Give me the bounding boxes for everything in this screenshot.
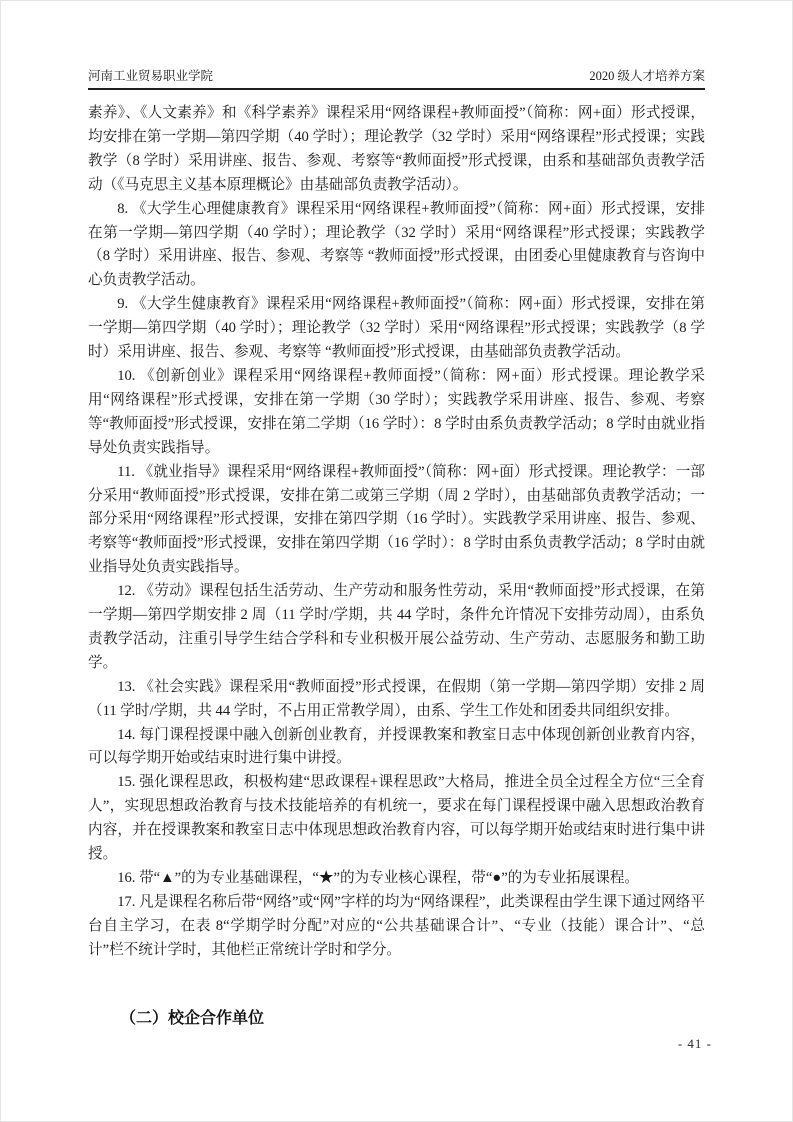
- body-paragraph: 15. 强化课程思政，积极构建“思政课程+课程思政”大格局，推进全员全过程全方位“三全育人”，实现思想政治教育与技术技能培养的有机统一，要求在每门课程授课中融入思想政治教育内容，并在授课教案和教室日志中体现思想政治教育内容，可以每学期开始或结束时进行集中讲授。: [88, 774, 705, 863]
- document-body: [88, 102, 705, 1031]
- section-heading: （二）校企合作单位: [120, 1009, 265, 1027]
- body-paragraph: 素养》、《人文素养》和《科学素养》课程采用“网络课程+教师面授”（简称：网+面）形式授课，均安排在第一学期—第四学期（40 学时）；理论教学（32 学时）采用“网络课程”形式授课；实践教学（8 学时）采用讲座、报告、参观、考察等“教师面授”形式授课，由系和基础部负责教学活动（《马克思主义基本原理概论》由基础部负责教学活动）。: [88, 105, 705, 193]
- body-paragraph: 17. 凡是课程名称后带“网络”或“网”字样的均为“网络课程”，此类课程由学生课下通过网络平台自主学习，在表 8“学期学时分配”对应的“公共基础课合计”、“专业（技能）课合计”、“总计”栏不统计学时，其他栏正常统计学时和学分。: [88, 893, 705, 958]
- body-paragraph: 13. 《社会实践》课程采用“教师面授”形式授课，在假期（第一学期—第四学期）安排 2 周（11 学时/学期，共 44 学时，不占用正常教学周），由系、学生工作处和团委共同组织安排。: [88, 678, 705, 719]
- body-paragraph: 8. 《大学生心理健康教育》课程采用“网络课程+教师面授”（简称：网+面）形式授课，安排在第一学期—第四学期（40 学时）；理论教学（32 学时）采用“网络课程”形式授课；实践教学（8 学时）采用讲座、报告、参观、考察等 “教师面授”形式授课，由团委心里健康教育与咨询中心负责教学活动。: [88, 200, 705, 289]
- page-header: [88, 68, 705, 90]
- header-school-name: 河南工业贸易职业学院: [88, 69, 214, 83]
- body-paragraph: 9. 《大学生健康教育》课程采用“网络课程+教师面授”（简称：网+面）形式授课，安排在第一学期—第四学期（40 学时）；理论教学（32 学时）采用“网络课程”形式授课；实践教学（8 学时）采用讲座、报告、参观、考察等 “教师面授”形式授课，由基础部负责教学活动。: [88, 296, 705, 361]
- body-paragraph: 12. 《劳动》课程包括生活劳动、生产劳动和服务性劳动，采用“教师面授”形式授课，在第一学期—第四学期安排 2 周（11 学时/学期，共 44 学时，条件允许情况下安排劳动周），由系负责教学活动，注重引导学生结合学科和专业积极开展公益劳动、生产劳动、志愿服务和勤工助学。: [88, 583, 705, 671]
- body-paragraph: 16. 带“▲”的为专业基础课程，“★”的为专业核心课程，带“●”的为专业拓展课程。: [117, 870, 640, 886]
- body-paragraph: 11. 《就业指导》课程采用“网络课程+教师面授”（简称：网+面）形式授课。理论教学：一部分采用“教师面授”形式授课，安排在第二或第三学期（周 2 学时），由基础部负责教学活动；一部分采用“网络课程”形式授课，安排在第四学期（16 学时）。实践教学采用讲座、报告、参观、考察等“教师面授”形式授课，安排在第四学期（16 学时）：8 学时由系负责教学活动；8 学时由就业指导处负责实践指导。: [88, 463, 705, 576]
- body-paragraph: 10. 《创新创业》课程采用“网络课程+教师面授”（简称：网+面）形式授课。理论教学采用“网络课程”形式授课，安排在第一学期（30 学时）；实践教学采用讲座、报告、参观、考察等“教师面授”形式授课，安排在第二学期（16 学时）：8 学时由系负责教学活动；8 学时由就业指导处负责实践指导。: [88, 367, 705, 456]
- body-paragraph: 14. 每门课程授课中融入创新创业教育，并授课教案和教室日志中体现创新创业教育内容，可以每学期开始或结束时进行集中讲授。: [88, 726, 705, 767]
- header-plan-title: 2020 级人才培养方案: [589, 69, 705, 83]
- page-number: - 41 -: [677, 1036, 712, 1051]
